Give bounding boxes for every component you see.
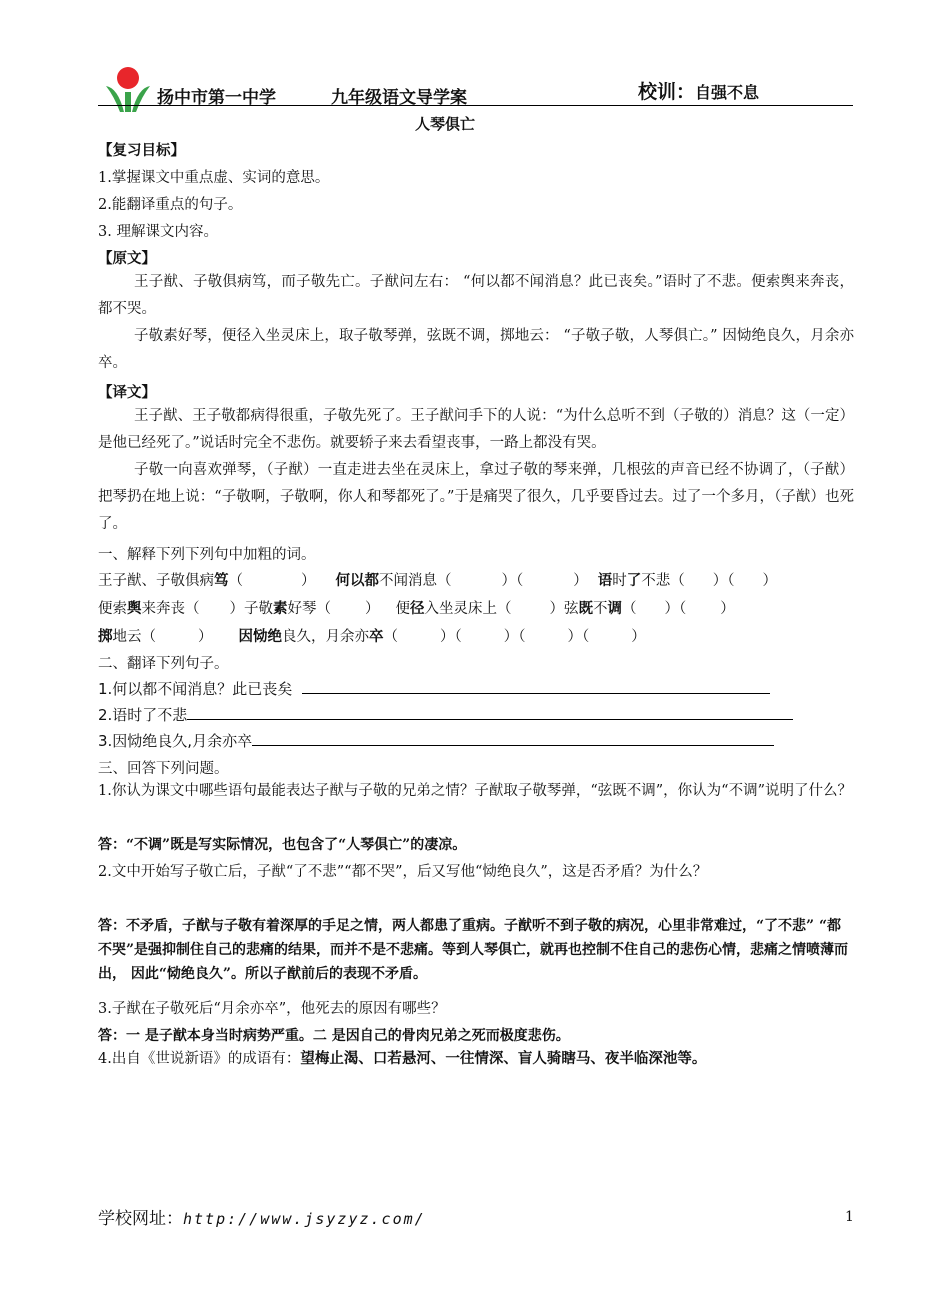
answer-3: 答：一 是子猷本身当时病势严重。二 是因自己的骨肉兄弟之死而极度悲伤。 <box>98 1028 570 1044</box>
question-4: 4.出自《世说新语》的成语有：望梅止渴、口若悬河、一往情深、盲人骑瞎马、夜半临深池等。 <box>98 1050 707 1067</box>
vocab-row: 王子猷、子敬俱病笃（ ） 何以都不闻消息（ ）（ ） 语时了不悲（ ）（ ） <box>98 572 777 589</box>
question-3: 3.子猷在子敬死后“月余亦卒”，他死去的原因有哪些？ <box>98 1001 446 1017</box>
translation-paragraph-2: 子敬一向喜欢弹琴，（子猷）一直走进去坐在灵床上，拿过子敬的琴来弹，几根弦的声音已经不协调了，（子猷）把琴扔在地上说：“子敬啊，子敬啊，你人和琴都死了。”于是痛哭了很久，几乎要昏过去。过了一个多月，（子猷）也死了。 <box>98 462 854 532</box>
page-number: 1 <box>845 1209 854 1225</box>
answer-2: 答：不矛盾，子猷与子敬有着深厚的手足之情，两人都患了重病。子猷听不到子敬的病况，心里非常难过，“了不悲” “都不哭”是强抑制住自己的悲痛的结果，而并不是不悲痛。等到人琴俱亡，就再也控制不住自己的悲伤心情，悲痛之情喷薄而出， 因此“恸绝良久”。所以子猷前后的表现不矛盾。 <box>98 918 849 982</box>
section3-heading: 三、回答下列问题。 <box>98 761 229 777</box>
answer-line[interactable] <box>302 678 770 694</box>
vocab-row: 便索舆来奔丧（ ）子敬素好琴（ ） 便径入坐灵床上（ ）弦既不调（ ）（ ） <box>98 600 735 617</box>
footer-website: 学校网址：http://www.jsyzyz.com/ <box>98 1209 426 1229</box>
original-paragraph-1: 王子猷、子敬俱病笃，而子敬先亡。子猷问左右： “何以都不闻消息？此已丧矣。”语时了不悲。便索舆来奔丧，都不哭。 <box>98 274 854 317</box>
question-1: 1.你认为课文中哪些语句最能表达子猷与子敬的兄弟之情？子猷取子敬琴弹，“弦既不调”，你认为“不调”说明了什么？ <box>98 783 852 799</box>
original-paragraph-2: 子敬素好琴，便径入坐灵床上，取子敬琴弹，弦既不调，掷地云： “子敬子敬，人琴俱亡。” 因恸绝良久，月余亦卒。 <box>98 328 854 371</box>
original-heading: 【原文】 <box>98 250 156 267</box>
goal-item: 3. 理解课文内容。 <box>98 224 218 240</box>
goal-item: 2.能翻译重点的句子。 <box>98 197 243 213</box>
section2-heading: 二、翻译下列句子。 <box>98 656 229 672</box>
website-link[interactable]: http://www.jsyzyz.com/ <box>183 1210 426 1228</box>
translation-heading: 【译文】 <box>98 384 156 401</box>
answer-1: 答：“不调”既是写实际情况，也包含了“人琴俱亡”的凄凉。 <box>98 837 467 853</box>
school-logo <box>104 66 152 114</box>
translation-paragraph-1: 王子猷、王子敬都病得很重，子敬先死了。王子猷问手下的人说：“为什么总听不到（子敬的）消息？这（一定）是他已经死了。”说话时完全不悲伤。就要轿子来去看望丧事，一路上都没有哭。 <box>98 408 854 451</box>
school-motto: 校训：自强不息 <box>638 81 760 103</box>
translate-question: 3.因恸绝良久,月余亦卒 <box>98 730 774 751</box>
header-divider <box>98 105 853 106</box>
school-name: 扬中市第一中学 <box>157 88 276 108</box>
translate-question: 1.何以都不闻消息？此已丧矣 <box>98 678 770 699</box>
course-title: 九年级语文导学案 <box>331 88 467 108</box>
vocab-row: 掷地云（ ） 因恸绝良久，月余亦卒（ ）（ ）（ ）（ ） <box>98 628 646 645</box>
answer-line[interactable] <box>187 704 793 720</box>
translate-question: 2.语时了不悲 <box>98 704 793 725</box>
goal-item: 1.掌握课文中重点虚、实词的意思。 <box>98 170 330 186</box>
question-2: 2.文中开始写子敬亡后，子猷“了不悲”“都不哭”，后又写他“恸绝良久”，这是否矛盾？为什么？ <box>98 864 708 880</box>
goals-heading: 【复习目标】 <box>98 142 185 159</box>
page-title: 人琴俱亡 <box>415 115 476 133</box>
answer-line[interactable] <box>252 730 774 746</box>
section1-heading: 一、解释下列下列句中加粗的词。 <box>98 547 316 563</box>
